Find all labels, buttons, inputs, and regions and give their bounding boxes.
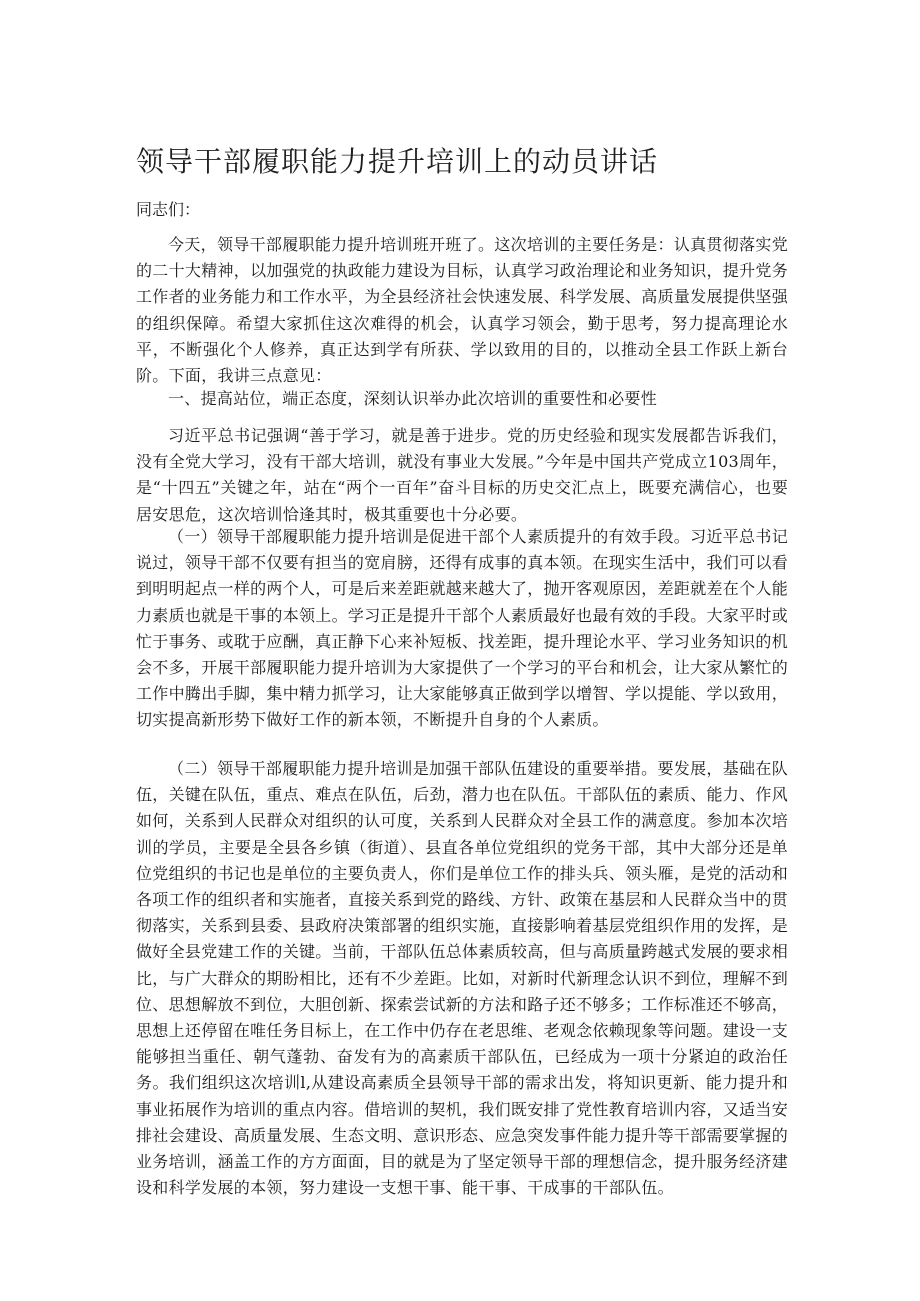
paragraph-intro: 今天，领导干部履职能力提升培训班开班了。这次培训的主要任务是：认真贯彻落实党的二十大精神，以加强党的执政能力建设为目标，认真学习政治理论和业务知识，提升党务工作者的业务能力和工作水平，为全县经济社会快速发展、科学发展、高质量发展提供坚强的组织保障。希望大家抓住这次难得的机会，认真学习领会，勤于思考，努力提高理论水平，不断强化个人修养，真正达到学有所获、学以致用的目的，以推动全县工作跃上新台阶。下面，我讲三点意见： (136, 235, 789, 386)
paragraph-subsection-2: （二）领导干部履职能力提升培训是加强干部队伍建设的重要举措。要发展，基础在队伍，关键在队伍，重点、难点在队伍，后劲，潜力也在队伍。干部队伍的素质、能力、作风如何，关系到人民群众对组织的认可度，关系到人民群众对全县工作的满意度。参加本次培训的学员，主要是全县各乡镇（街道）、县直各单位党组织的党务干部，其中大部分还是单位党组织的书记也是单位的主要负责人，你们是单位工作的排头兵、领头雁，是党的活动和各项工作的组织者和实施者，直接关系到党的路线、方针、政策在基层和人民群众当中的贯彻落实，关系到县委、县政府决策部署的组织实施，直接影响着基层党组织作用的发挥，是做好全县党建工作的关键。当前，干部队伍总体素质较高，但与高质量跨越式发展的要求相比，与广大群众的期盼相比，还有不少差距。比如，对新时代新理念认识不到位，理解不到位、思想解放不到位，大胆创新、探索尝试新的方法和路子还不够多；工作标准还不够高，思想上还停留在唯任务目标上，在工作中仍存在老思维、老观念依赖现象等问题。建设一支能够担当重任、朝气蓬勃、奋发有为的高素质干部队伍，已经成为一项十分紧迫的政治任务。我们组织这次培训l,从建设高素质全县领导干部的需求出发，将知识更新、能力提升和事业拓展作为培训的重点内容。借培训的契机，我们既安排了党性教育培训内容，又适当安排社会建设、高质量发展、生态文明、意识形态、应急突发事件能力提升等干部需要掌握的业务培训，涵盖工作的方方面面，目的就是为了坚定领导干部的理想信念，提升服务经济建设和科学发展的本领，努力建设一支想干事、能干事、干成事的干部队伍。 (136, 759, 789, 1198)
section-heading-1: 一、提高站位，端正态度，深刻认识举办此次培训的重要性和必要性 (168, 389, 658, 408)
paragraph-quote: 习近平总书记强调“善于学习，就是善于进步。党的历史经验和现实发展都告诉我们，没有全党大学习，没有干部大培训，就没有事业大发展。”今年是中国共产党成立103周年，是“十四五”关键之年，站在“两个一百年”奋斗目标的历史交汇点上，既要充满信心，也要居安思危，这次培训恰逢其时，极其重要也十分必要。 (136, 426, 788, 524)
salutation: 同志们： (136, 200, 201, 219)
document-title: 领导干部履职能力提升培训上的动员讲话 (136, 145, 659, 178)
paragraph-subsection-1: （一）领导干部履职能力提升培训是促进干部个人素质提升的有效手段。习近平总书记说过，领导干部不仅要有担当的宽肩膀，还得有成事的真本领。在现实生活中，我们可以看到明明起点一样的两个人，可是后来差距就越来越大了，抛开客观原因，差距就差在个人能力素质也就是干事的本领上。学习正是提升干部个人素质最好也最有效的手段。大家平时或忙于事务、或耽于应酬，真正静下心来补短板、找差距，提升理论水平、学习业务知识的机会不多，开展干部履职能力提升培训为大家提供了一个学习的平台和机会，让大家从繁忙的工作中腾出手脚，集中精力抓学习，让大家能够真正做到学以增智、学以提能、学以致用，切实提高新形势下做好工作的新本领，不断提升自身的个人素质。 (136, 527, 789, 730)
